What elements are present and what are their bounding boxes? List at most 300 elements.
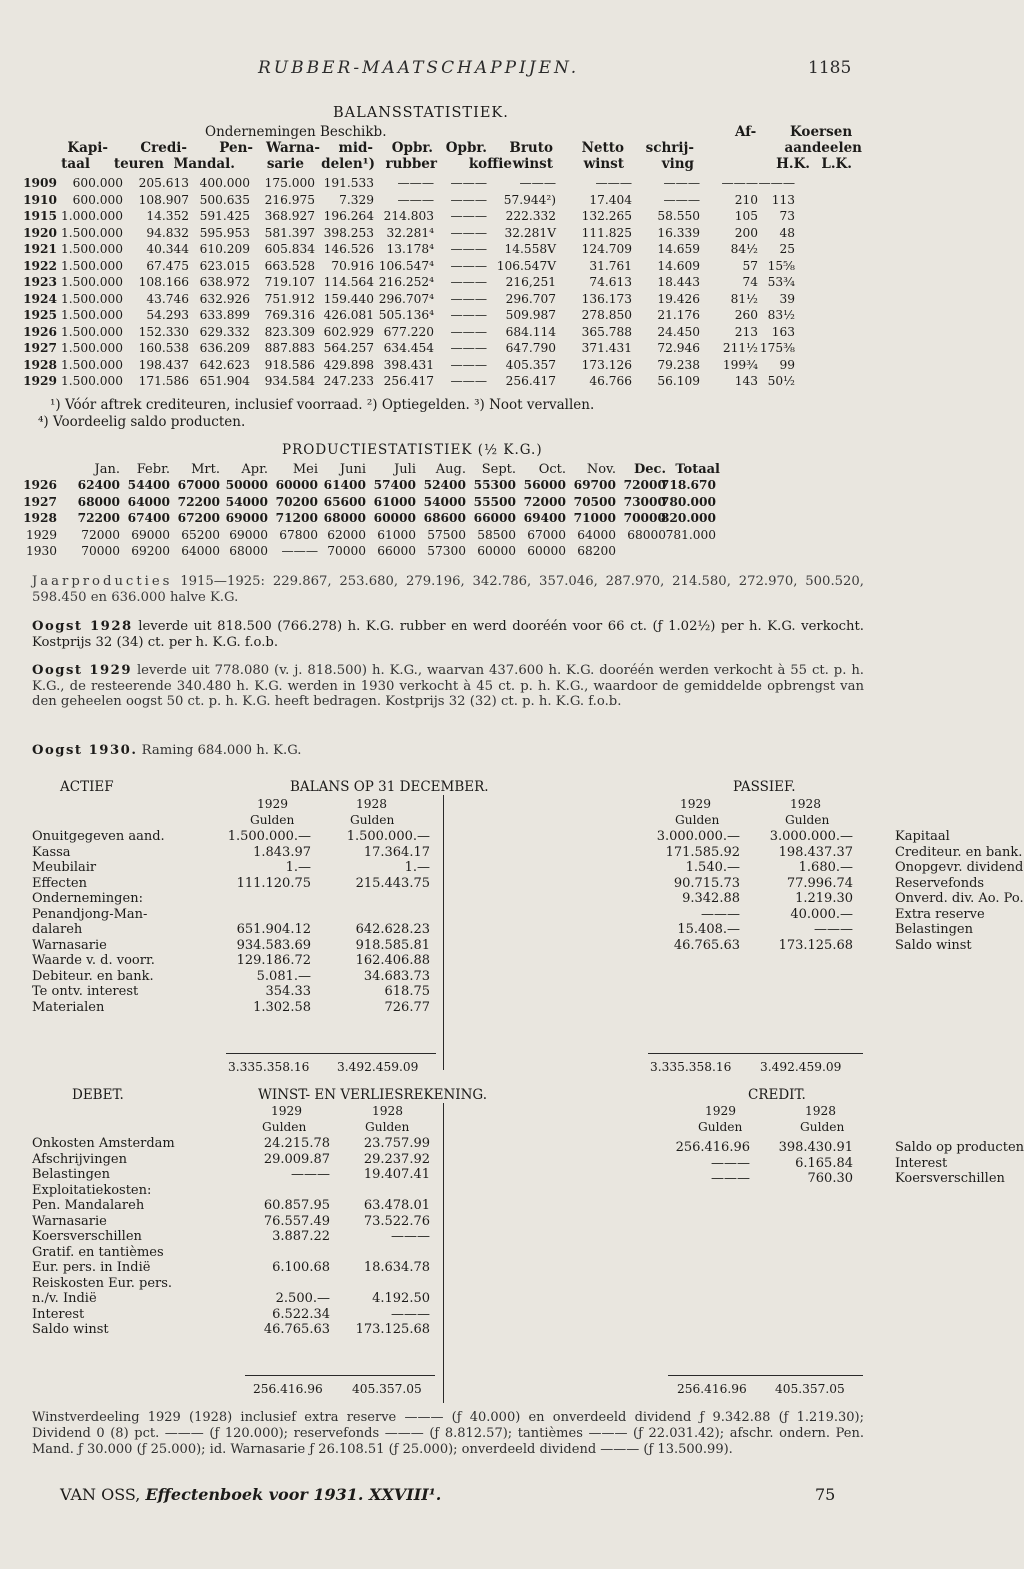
table-cell: 247.233 (323, 374, 374, 388)
list-item-value-1928: 760.30 (807, 1171, 853, 1186)
table-cell: 216,251 (505, 275, 556, 289)
productie-month-header: Mrt. (191, 462, 220, 477)
table-cell: 1927 (23, 341, 57, 355)
table-cell: 132.265 (581, 209, 632, 223)
table-cell: 426.081 (323, 308, 374, 322)
balans-col-header: Warna- (265, 140, 320, 156)
balans31-activa-list (0, 829, 443, 1015)
balans-col-header: schrij- (645, 140, 694, 156)
table-cell: 66000 (473, 511, 516, 525)
table-cell: 54000 (423, 494, 466, 509)
list-item (443, 922, 973, 938)
table-cell: 1924 (23, 291, 57, 306)
balans-col-header: ving (661, 156, 694, 172)
balans-col-header: teuren (113, 156, 164, 172)
running-header-page-number: 1185 (808, 58, 852, 78)
table-cell: 62000 (327, 527, 366, 542)
table-cell: 18.443 (657, 275, 700, 289)
table-cell: 719.107 (264, 275, 315, 289)
oogst-1928-paragraph (32, 619, 864, 650)
balans-col-header: Kapi- (67, 140, 108, 156)
table-cell: 68000 (627, 527, 666, 542)
list-item-value-1929: ——— (711, 1155, 750, 1171)
list-item (0, 1307, 443, 1323)
table-cell: 769.316 (264, 308, 315, 322)
list-item-label: Interest (895, 1155, 948, 1171)
balans-col-header: aandeelen (784, 140, 862, 156)
oogst-1930-label: Oogst 1930. (32, 743, 138, 758)
table-cell: ——— (450, 308, 487, 322)
table-cell: 751.912 (264, 291, 315, 306)
list-item-value-1928: 18.634.78 (363, 1260, 430, 1275)
balans-col-header: H.K. (776, 156, 810, 172)
list-item (0, 1214, 443, 1230)
table-cell: 213 (734, 324, 758, 339)
balans-table (0, 176, 887, 391)
list-item-value-1928: 3.000.000.— (769, 829, 853, 844)
list-item-value-1928: 198.437.37 (778, 844, 853, 860)
table-cell: 57 (742, 258, 758, 273)
list-item-label: Kassa (32, 844, 71, 860)
wv-deb-total-1929: 256.416.96 (253, 1382, 323, 1396)
list-item-label: Reservefonds (895, 875, 985, 891)
table-cell: 7.329 (339, 192, 374, 207)
table-row (0, 275, 887, 292)
list-item (443, 1171, 1005, 1187)
table-cell: 610.209 (199, 242, 250, 256)
table-cell: 64000 (577, 527, 616, 542)
table-cell: 1.500.000 (60, 291, 123, 306)
table-cell: 1929 (23, 374, 57, 388)
table-cell: 365.788 (581, 324, 632, 339)
list-item (443, 829, 950, 845)
productie-month-header: Mei (292, 462, 318, 477)
list-item (0, 922, 443, 938)
list-item-value-1929: 1.— (285, 860, 311, 875)
table-cell: 70.916 (331, 258, 374, 273)
table-cell: 68000 (229, 544, 268, 558)
table-cell: ——— (450, 225, 487, 240)
list-item-value-1929: 1.540.— (685, 860, 740, 875)
table-row (0, 495, 887, 512)
table-cell: ——— (595, 176, 632, 190)
list-item-label: Eur. pers. in Indië (32, 1260, 151, 1275)
balans-column-headers-line3 (0, 156, 887, 174)
list-item-value-1928: ——— (391, 1229, 430, 1244)
table-cell: 70500 (573, 494, 616, 509)
table-cell: 636.209 (199, 341, 250, 355)
table-cell: 99 (779, 357, 795, 372)
list-item-value-1929: 6.522.34 (272, 1306, 330, 1322)
table-cell: 64000 (181, 544, 220, 558)
table-cell: 124.709 (581, 242, 632, 256)
balans31-pas-unit-1929: Gulden (675, 813, 720, 827)
table-cell: 50½ (767, 374, 795, 388)
table-cell: 633.899 (199, 308, 250, 322)
table-cell: 591.425 (199, 209, 250, 223)
table-cell: 196.264 (323, 209, 374, 223)
table-cell: 39 (779, 291, 795, 306)
balans-col-header: Netto (581, 140, 624, 156)
table-cell: 1925 (23, 308, 57, 322)
list-item-label: Penandjong-Man- (32, 906, 148, 922)
list-item (0, 1229, 443, 1245)
list-item-value-1928: 1.500.000.— (346, 829, 430, 844)
balans31-pas-total-1929: 3.335.358.16 (650, 1060, 732, 1074)
list-item (0, 1000, 443, 1016)
list-item-label: Onuitgegeven aand. (32, 829, 165, 844)
table-cell: 81½ (730, 291, 758, 306)
list-item-label: Onkosten Amsterdam (32, 1136, 175, 1151)
table-cell: 14.352 (146, 209, 189, 223)
list-item-value-1929: 76.557.49 (263, 1213, 330, 1229)
table-cell: 64000 (127, 494, 170, 509)
table-cell: 57400 (373, 478, 416, 492)
table-cell: 400.000 (199, 176, 250, 190)
table-cell: ——— (450, 374, 487, 388)
oogst-1928-text: leverde uit 818.500 (766.278) h. K.G. rubber en werd dooréén voor 66 ct. (ƒ 1.02½) per h. K.G. verkocht. Kostprijs 32 (34) ct. per h. K.G. f.o.b. (32, 619, 864, 650)
list-item-value-1928: 4.192.50 (372, 1291, 430, 1306)
list-item-value-1929: 129.186.72 (236, 953, 311, 968)
list-item-label: Belastingen (32, 1167, 110, 1182)
list-item-value-1929: 29.009.87 (263, 1151, 330, 1167)
table-cell: 1929 (25, 527, 57, 542)
table-cell: 256.417 (383, 374, 434, 388)
balans31-act-year-1929: 1929 (257, 797, 289, 811)
list-item-value-1929: 3.000.000.— (656, 829, 740, 844)
list-item-value-1928: 23.757.99 (363, 1136, 430, 1151)
table-cell: 160.538 (138, 341, 189, 355)
table-cell: 70000 (327, 544, 366, 558)
running-header-title: RUBBER-MAATSCHAPPIJEN. (258, 58, 580, 78)
list-item-label: Koersverschillen (32, 1229, 142, 1244)
list-item (443, 1140, 1024, 1156)
balans31-act-unit-1928: Gulden (350, 813, 395, 827)
balans-footnote-2: ⁴) Voordeelig saldo producten. (38, 414, 246, 430)
table-cell: ——— (758, 176, 795, 190)
table-cell: 14.659 (657, 242, 700, 256)
list-item-value-1929: 651.904.12 (236, 922, 311, 937)
table-cell: ——— (450, 242, 487, 256)
table-cell: 84½ (730, 242, 758, 256)
wv-credit-label: CREDIT. (748, 1087, 806, 1103)
table-cell: 647.790 (505, 341, 556, 355)
balans-col-header: sarie (266, 156, 304, 172)
table-cell: 73 (779, 209, 795, 223)
list-item (0, 1167, 443, 1183)
productie-month-header: Febr. (136, 462, 170, 477)
wv-deb-year-1929: 1929 (271, 1104, 303, 1118)
table-cell: 602.929 (323, 324, 374, 339)
table-row (0, 325, 887, 342)
list-item-value-1928: 162.406.88 (355, 953, 430, 968)
table-cell: 152.330 (138, 324, 189, 339)
balans-col-header: Mandal. (173, 156, 235, 172)
table-cell: ——— (663, 192, 700, 207)
table-cell: 65200 (181, 527, 220, 542)
list-item-label: Ondernemingen: (32, 891, 143, 906)
table-cell: 72200 (77, 511, 120, 525)
table-cell: 24.450 (657, 324, 700, 339)
table-cell: 72000 (81, 527, 120, 542)
table-row (0, 528, 887, 545)
table-row (0, 176, 887, 193)
table-row (0, 358, 887, 375)
wv-credit-list (443, 1140, 1024, 1187)
table-cell: 113 (771, 192, 795, 207)
list-item-value-1929: 60.857.95 (263, 1198, 330, 1213)
list-item-value-1928: 17.364.17 (363, 844, 430, 860)
balans31-pas-total-1928: 3.492.459.09 (760, 1060, 842, 1074)
table-cell: 46.766 (589, 374, 632, 388)
balans-col-header: delen¹) (321, 156, 375, 172)
jaarproducties-label: Jaarproducties (32, 574, 173, 589)
wv-deb-unit-1928: Gulden (365, 1120, 410, 1134)
table-cell: 718.670 (660, 478, 716, 492)
table-cell: 629.332 (199, 324, 250, 339)
table-cell: 256.417 (505, 374, 556, 388)
list-item-label: Saldo winst (32, 1322, 109, 1337)
list-item (0, 845, 443, 861)
balans-col-header: Bruto (509, 140, 553, 156)
balans-col-header: Opbr. (445, 140, 487, 156)
table-cell: 191.533 (323, 176, 374, 190)
wv-deb-total-rule (245, 1375, 435, 1376)
table-cell: 1928 (23, 357, 57, 372)
list-item-label: Meubilair (32, 860, 97, 875)
list-item (0, 1198, 443, 1214)
table-cell: 53¾ (767, 275, 795, 289)
list-item-label: Gratif. en tantièmes (32, 1244, 164, 1260)
table-cell: 677.220 (383, 324, 434, 339)
table-cell: 54.293 (146, 308, 189, 322)
list-item-label: Crediteur. en bank. (895, 844, 1023, 860)
table-cell: 52400 (423, 478, 466, 492)
balans-col-header: L.K. (821, 156, 852, 172)
footer-publisher: VAN OSS, (60, 1485, 146, 1504)
wv-cred-total-1929: 256.416.96 (677, 1382, 747, 1396)
table-cell: 1926 (23, 324, 57, 339)
productie-title: PRODUCTIESTATISTIEK (½ K.G.) (282, 442, 543, 458)
table-cell: 146.526 (323, 242, 374, 256)
table-cell: 70200 (275, 494, 318, 509)
jaarproducties-paragraph (32, 574, 864, 605)
list-item-label: Saldo winst (895, 937, 972, 953)
list-item-label: Waarde v. d. voorr. (32, 953, 155, 968)
table-cell: 55500 (473, 494, 516, 509)
table-cell: 54000 (225, 494, 268, 509)
table-row (0, 544, 887, 561)
list-item (443, 906, 985, 923)
table-cell: 1915 (23, 209, 57, 223)
list-item-value-1928: 19.407.41 (363, 1167, 430, 1182)
table-cell: 72000 (623, 478, 666, 492)
oogst-1928-label: Oogst 1928 (32, 619, 133, 634)
winstverdeeling-paragraph: Winstverdeeling 1929 (1928) inclusief extra reserve ——— (ƒ 40.000) en onverdeeld dividend ƒ 9.342.88 (ƒ 1.219.30); Dividend 0 (8) pct. ——— (ƒ 120.000); reservefonds ——— (ƒ 8.812.57); tantièmes ——— (ƒ 22.031.42); afschr. ondern. Pen. Mand. ƒ 30.000 (ƒ 25.000); id. Warnasarie ƒ 26.108.51 (ƒ 25.000); onverdeeld dividend ——— (ƒ 13.500.99). (32, 1410, 864, 1457)
table-cell: 60000 (373, 511, 416, 525)
table-cell: 67.475 (146, 258, 189, 273)
list-item-label: n./v. Indië (32, 1291, 97, 1306)
balans31-title: BALANS OP 31 DECEMBER. (290, 779, 489, 795)
table-cell: 19.426 (657, 291, 700, 306)
list-item-value-1928: ——— (814, 922, 853, 937)
table-row (0, 308, 887, 325)
table-cell: 398.253 (323, 225, 374, 240)
table-cell: 106.547⁴ (378, 258, 434, 273)
balans-header-ondernemingen: Ondernemingen Beschikb. (205, 124, 387, 140)
table-cell: 1920 (23, 225, 57, 240)
table-cell: 405.357 (505, 357, 556, 372)
table-cell: 634.454 (383, 341, 434, 355)
table-cell: 67000 (527, 527, 566, 542)
list-item-label: Saldo op producten (895, 1140, 1024, 1155)
table-cell: ——— (397, 192, 434, 207)
balans-col-header: winst (583, 156, 624, 172)
table-cell: 72.946 (657, 341, 700, 355)
table-cell: 73000 (623, 494, 666, 509)
balans-title: BALANSSTATISTIEK. (333, 105, 509, 121)
list-item-value-1928: 726.77 (384, 999, 430, 1015)
table-cell: 663.528 (264, 258, 315, 273)
list-item-value-1928: 6.165.84 (795, 1155, 853, 1171)
wv-debet-label: DEBET. (72, 1087, 124, 1103)
balans-col-header: taal (61, 156, 90, 172)
table-cell: 214.803 (383, 209, 434, 223)
table-row (0, 292, 887, 309)
table-cell: 69700 (573, 478, 616, 492)
table-cell: 48 (779, 225, 795, 240)
list-item-value-1928: 642.628.23 (355, 922, 430, 937)
list-item-value-1928: 1.— (404, 860, 430, 875)
table-cell: 199¾ (722, 357, 758, 372)
footer-source (60, 1485, 441, 1504)
table-row (0, 511, 887, 528)
list-item-label: Reiskosten Eur. pers. (32, 1275, 173, 1291)
list-item-value-1928: 29.237.92 (363, 1151, 430, 1167)
table-cell: 600.000 (72, 192, 123, 207)
table-cell: 66000 (377, 544, 416, 558)
table-cell: 398.431 (383, 357, 434, 372)
list-item-value-1929: 354.33 (265, 984, 311, 999)
balans31-pas-year-1929: 1929 (680, 797, 712, 811)
table-cell: 61000 (373, 494, 416, 509)
list-item-value-1928: 40.000.— (790, 906, 853, 922)
table-cell: 820.000 (660, 511, 716, 525)
table-cell: 61400 (323, 478, 366, 492)
table-cell: 71000 (573, 511, 616, 525)
table-cell: 684.114 (505, 324, 556, 339)
list-item-label: Debiteur. en bank. (32, 968, 154, 984)
table-cell: 72000 (523, 494, 566, 509)
table-cell: 1909 (23, 176, 57, 190)
table-cell: 222.332 (505, 209, 556, 223)
list-item-value-1929: ——— (701, 906, 740, 922)
list-item-label: Afschrijvingen (32, 1151, 127, 1167)
table-cell: 114.564 (323, 275, 374, 289)
table-cell: 60000 (275, 478, 318, 492)
balans31-act-total-1928: 3.492.459.09 (337, 1060, 419, 1074)
table-cell: 642.623 (199, 357, 250, 372)
balans-header-koersen: Koersen (790, 124, 853, 140)
table-cell: 69000 (225, 511, 268, 525)
table-cell: 200 (734, 225, 758, 240)
table-cell: 57300 (427, 544, 466, 558)
list-item (0, 969, 443, 985)
table-cell: 108.166 (138, 275, 189, 289)
productie-month-header: Apr. (241, 462, 268, 477)
table-cell: 216.252⁴ (378, 275, 434, 289)
productie-month-header: Juni (339, 462, 366, 477)
list-item-label: Extra reserve (895, 906, 985, 922)
oogst-1930-paragraph (32, 743, 864, 759)
table-cell: ——— (450, 209, 487, 223)
table-cell: 1922 (23, 258, 57, 273)
list-item-value-1928: 73.522.76 (363, 1213, 430, 1229)
table-cell: 1.500.000 (60, 308, 123, 322)
table-cell: 1.500.000 (60, 258, 123, 273)
table-cell: 74.613 (589, 275, 632, 289)
table-cell: 68600 (423, 511, 466, 525)
table-cell: ——— (721, 176, 758, 190)
list-item (0, 1322, 443, 1338)
list-item-value-1929: 46.765.63 (263, 1322, 330, 1337)
list-item-label: Kapitaal (895, 829, 950, 844)
table-cell: 934.584 (264, 374, 315, 388)
table-cell: 216.975 (264, 192, 315, 207)
balans31-act-year-1928: 1928 (356, 797, 388, 811)
table-cell: 651.904 (199, 374, 250, 388)
table-cell: ——— (450, 275, 487, 289)
list-item-label: Pen. Mandalareh (32, 1198, 145, 1213)
wv-title: WINST- EN VERLIESREKENING. (258, 1087, 488, 1103)
table-cell: 70000 (81, 544, 120, 558)
list-item-value-1929: 1.302.58 (253, 999, 311, 1015)
table-cell: 108.907 (138, 192, 189, 207)
table-cell: 69400 (523, 511, 566, 525)
table-cell: 564.257 (323, 341, 374, 355)
table-cell: 1.500.000 (60, 374, 123, 388)
wv-cred-year-1929: 1929 (705, 1104, 737, 1118)
table-cell: 68000 (323, 511, 366, 525)
list-item-label: Belastingen (895, 922, 973, 937)
productie-month-header: Aug. (435, 462, 466, 477)
list-item-value-1929: ——— (711, 1171, 750, 1186)
table-cell: 69200 (131, 544, 170, 558)
list-item-label: Warnasarie (32, 1213, 107, 1229)
table-cell: 1923 (23, 275, 57, 289)
table-cell: 595.953 (199, 225, 250, 240)
list-item (443, 844, 1023, 861)
table-cell: 111.825 (581, 225, 632, 240)
list-item (0, 984, 443, 1000)
table-cell: 371.431 (581, 341, 632, 355)
table-cell: 171.586 (138, 374, 189, 388)
balans-col-header: Opbr. (391, 140, 433, 156)
list-item (0, 953, 443, 969)
list-item-label: Koersverschillen (895, 1171, 1005, 1186)
table-cell: 16.339 (657, 225, 700, 240)
table-cell: 143 (734, 374, 758, 388)
wv-cred-unit-1929: Gulden (698, 1120, 743, 1134)
list-item-value-1929: 24.215.78 (263, 1136, 330, 1151)
table-cell: 296.707 (505, 291, 556, 306)
table-cell: 175⅜ (759, 341, 795, 355)
table-cell: 83½ (767, 308, 795, 322)
list-item-label: Te ontv. interest (32, 984, 139, 999)
balans31-act-unit-1929: Gulden (250, 813, 295, 827)
table-cell: 278.850 (581, 308, 632, 322)
table-cell: 67000 (177, 478, 220, 492)
